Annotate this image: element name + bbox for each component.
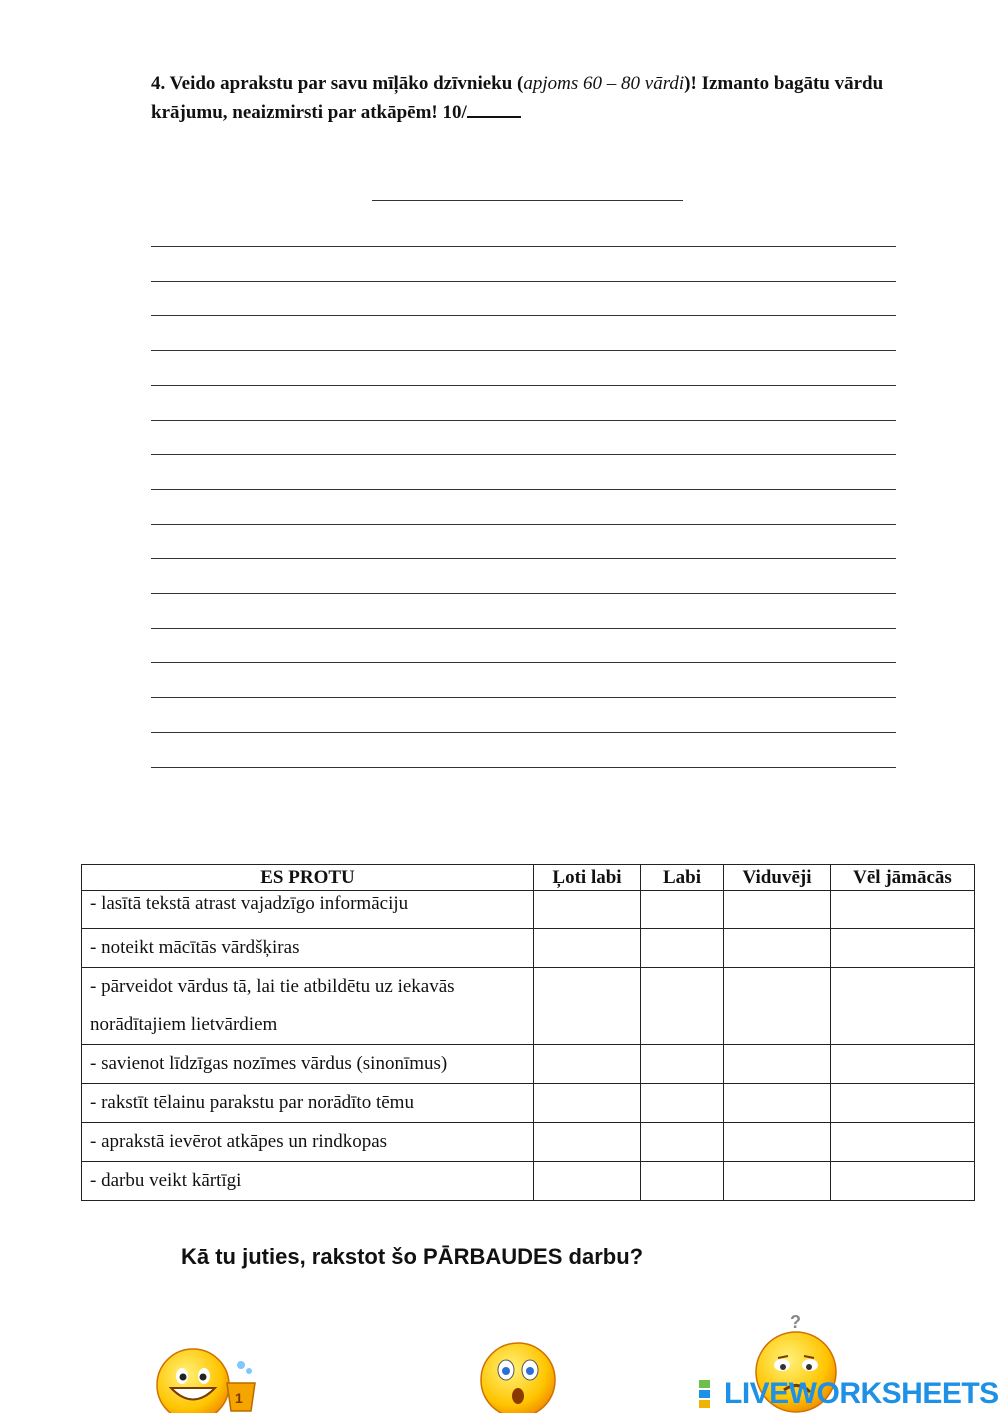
writing-line[interactable]	[151, 697, 896, 698]
writing-line[interactable]	[151, 420, 896, 421]
skill-cell: - noteikt mācītās vārdšķiras	[82, 929, 534, 968]
mark-cell[interactable]	[534, 1045, 641, 1084]
skill-cell: - rakstīt tēlainu parakstu par norādīto tēmu	[82, 1084, 534, 1123]
mark-cell[interactable]	[831, 1084, 975, 1123]
mark-cell[interactable]	[831, 929, 975, 968]
header-loti-labi: Ļoti labi	[534, 865, 641, 891]
table-row	[82, 929, 975, 968]
mark-cell[interactable]	[831, 968, 975, 1045]
header-labi: Labi	[641, 865, 724, 891]
essay-title-line[interactable]	[372, 200, 683, 201]
mark-cell[interactable]	[724, 891, 831, 929]
writing-line[interactable]	[151, 732, 896, 733]
mark-cell[interactable]	[831, 1162, 975, 1201]
mark-cell[interactable]	[534, 1123, 641, 1162]
mark-cell[interactable]	[534, 1084, 641, 1123]
task-text-after: )! Izmanto bagātu vārdu krājumu, neaizmirsti par atkāpēm! 10/	[151, 73, 884, 123]
mark-cell[interactable]	[831, 1045, 975, 1084]
mark-cell[interactable]	[534, 1162, 641, 1201]
brand-logo-icon	[699, 1380, 723, 1408]
mark-cell[interactable]	[724, 1045, 831, 1084]
header-vel-jamacas: Vēl jāmācās	[831, 865, 975, 891]
header-viduveji: Viduvēji	[724, 865, 831, 891]
writing-line[interactable]	[151, 246, 896, 247]
table-row	[82, 891, 975, 929]
writing-line[interactable]	[151, 454, 896, 455]
writing-line[interactable]	[151, 662, 896, 663]
writing-line[interactable]	[151, 767, 896, 768]
mark-cell[interactable]	[831, 891, 975, 929]
skill-cell: - aprakstā ievērot atkāpes un rindkopas	[82, 1123, 534, 1162]
writing-line[interactable]	[151, 281, 896, 282]
table-row	[82, 1084, 975, 1123]
brand-wordmark: LIVEWORKSHEETS	[724, 1377, 999, 1410]
writing-line[interactable]	[151, 315, 896, 316]
task-italic-note: apjoms 60 – 80 vārdi	[523, 73, 685, 94]
writing-line[interactable]	[151, 350, 896, 351]
task-text-before: Veido aprakstu par savu mīļāko dzīvnieku (	[169, 73, 524, 94]
question-mark-text: ?	[790, 1312, 801, 1332]
mark-cell[interactable]	[724, 1123, 831, 1162]
happy-winner-face-icon[interactable]	[155, 1343, 285, 1413]
writing-line[interactable]	[151, 558, 896, 559]
task-instruction	[151, 70, 911, 127]
mark-cell[interactable]	[534, 929, 641, 968]
writing-line[interactable]	[151, 593, 896, 594]
mark-cell[interactable]	[724, 1162, 831, 1201]
table-row	[82, 968, 975, 1045]
mark-cell[interactable]	[641, 891, 724, 929]
mark-cell[interactable]	[641, 1162, 724, 1201]
mark-cell[interactable]	[831, 1123, 975, 1162]
writing-line[interactable]	[151, 628, 896, 629]
mark-cell[interactable]	[641, 1123, 724, 1162]
badge-text: 1	[235, 1390, 243, 1406]
writing-line[interactable]	[151, 385, 896, 386]
score-blank[interactable]	[467, 98, 521, 118]
mark-cell[interactable]	[534, 968, 641, 1045]
mark-cell[interactable]	[724, 1084, 831, 1123]
skill-cell: - darbu veikt kārtīgi	[82, 1162, 534, 1201]
mark-cell[interactable]	[641, 929, 724, 968]
writing-line[interactable]	[151, 489, 896, 490]
surprised-face-icon[interactable]	[478, 1340, 562, 1413]
mark-cell[interactable]	[724, 929, 831, 968]
table-row	[82, 1045, 975, 1084]
mark-cell[interactable]	[724, 968, 831, 1045]
table-row	[82, 1123, 975, 1162]
mark-cell[interactable]	[534, 891, 641, 929]
mark-cell[interactable]	[641, 1084, 724, 1123]
mark-cell[interactable]	[641, 1045, 724, 1084]
mark-cell[interactable]	[641, 968, 724, 1045]
feeling-question: Kā tu juties, rakstot šo PĀRBAUDES darbu?	[181, 1244, 644, 1269]
writing-line[interactable]	[151, 524, 896, 525]
skill-cell: - savienot līdzīgas nozīmes vārdus (sinonīmus)	[82, 1045, 534, 1084]
table-row	[82, 1162, 975, 1201]
header-es-protu: ES PROTU	[82, 865, 534, 891]
task-number: 4.	[151, 73, 166, 94]
skill-cell: - lasītā tekstā atrast vajadzīgo informāciju	[82, 891, 534, 929]
self-assessment-table	[81, 864, 975, 1201]
skill-cell: - pārveidot vārdus tā, lai tie atbildētu uz iekavās norādītajiem lietvārdiem	[82, 968, 534, 1045]
